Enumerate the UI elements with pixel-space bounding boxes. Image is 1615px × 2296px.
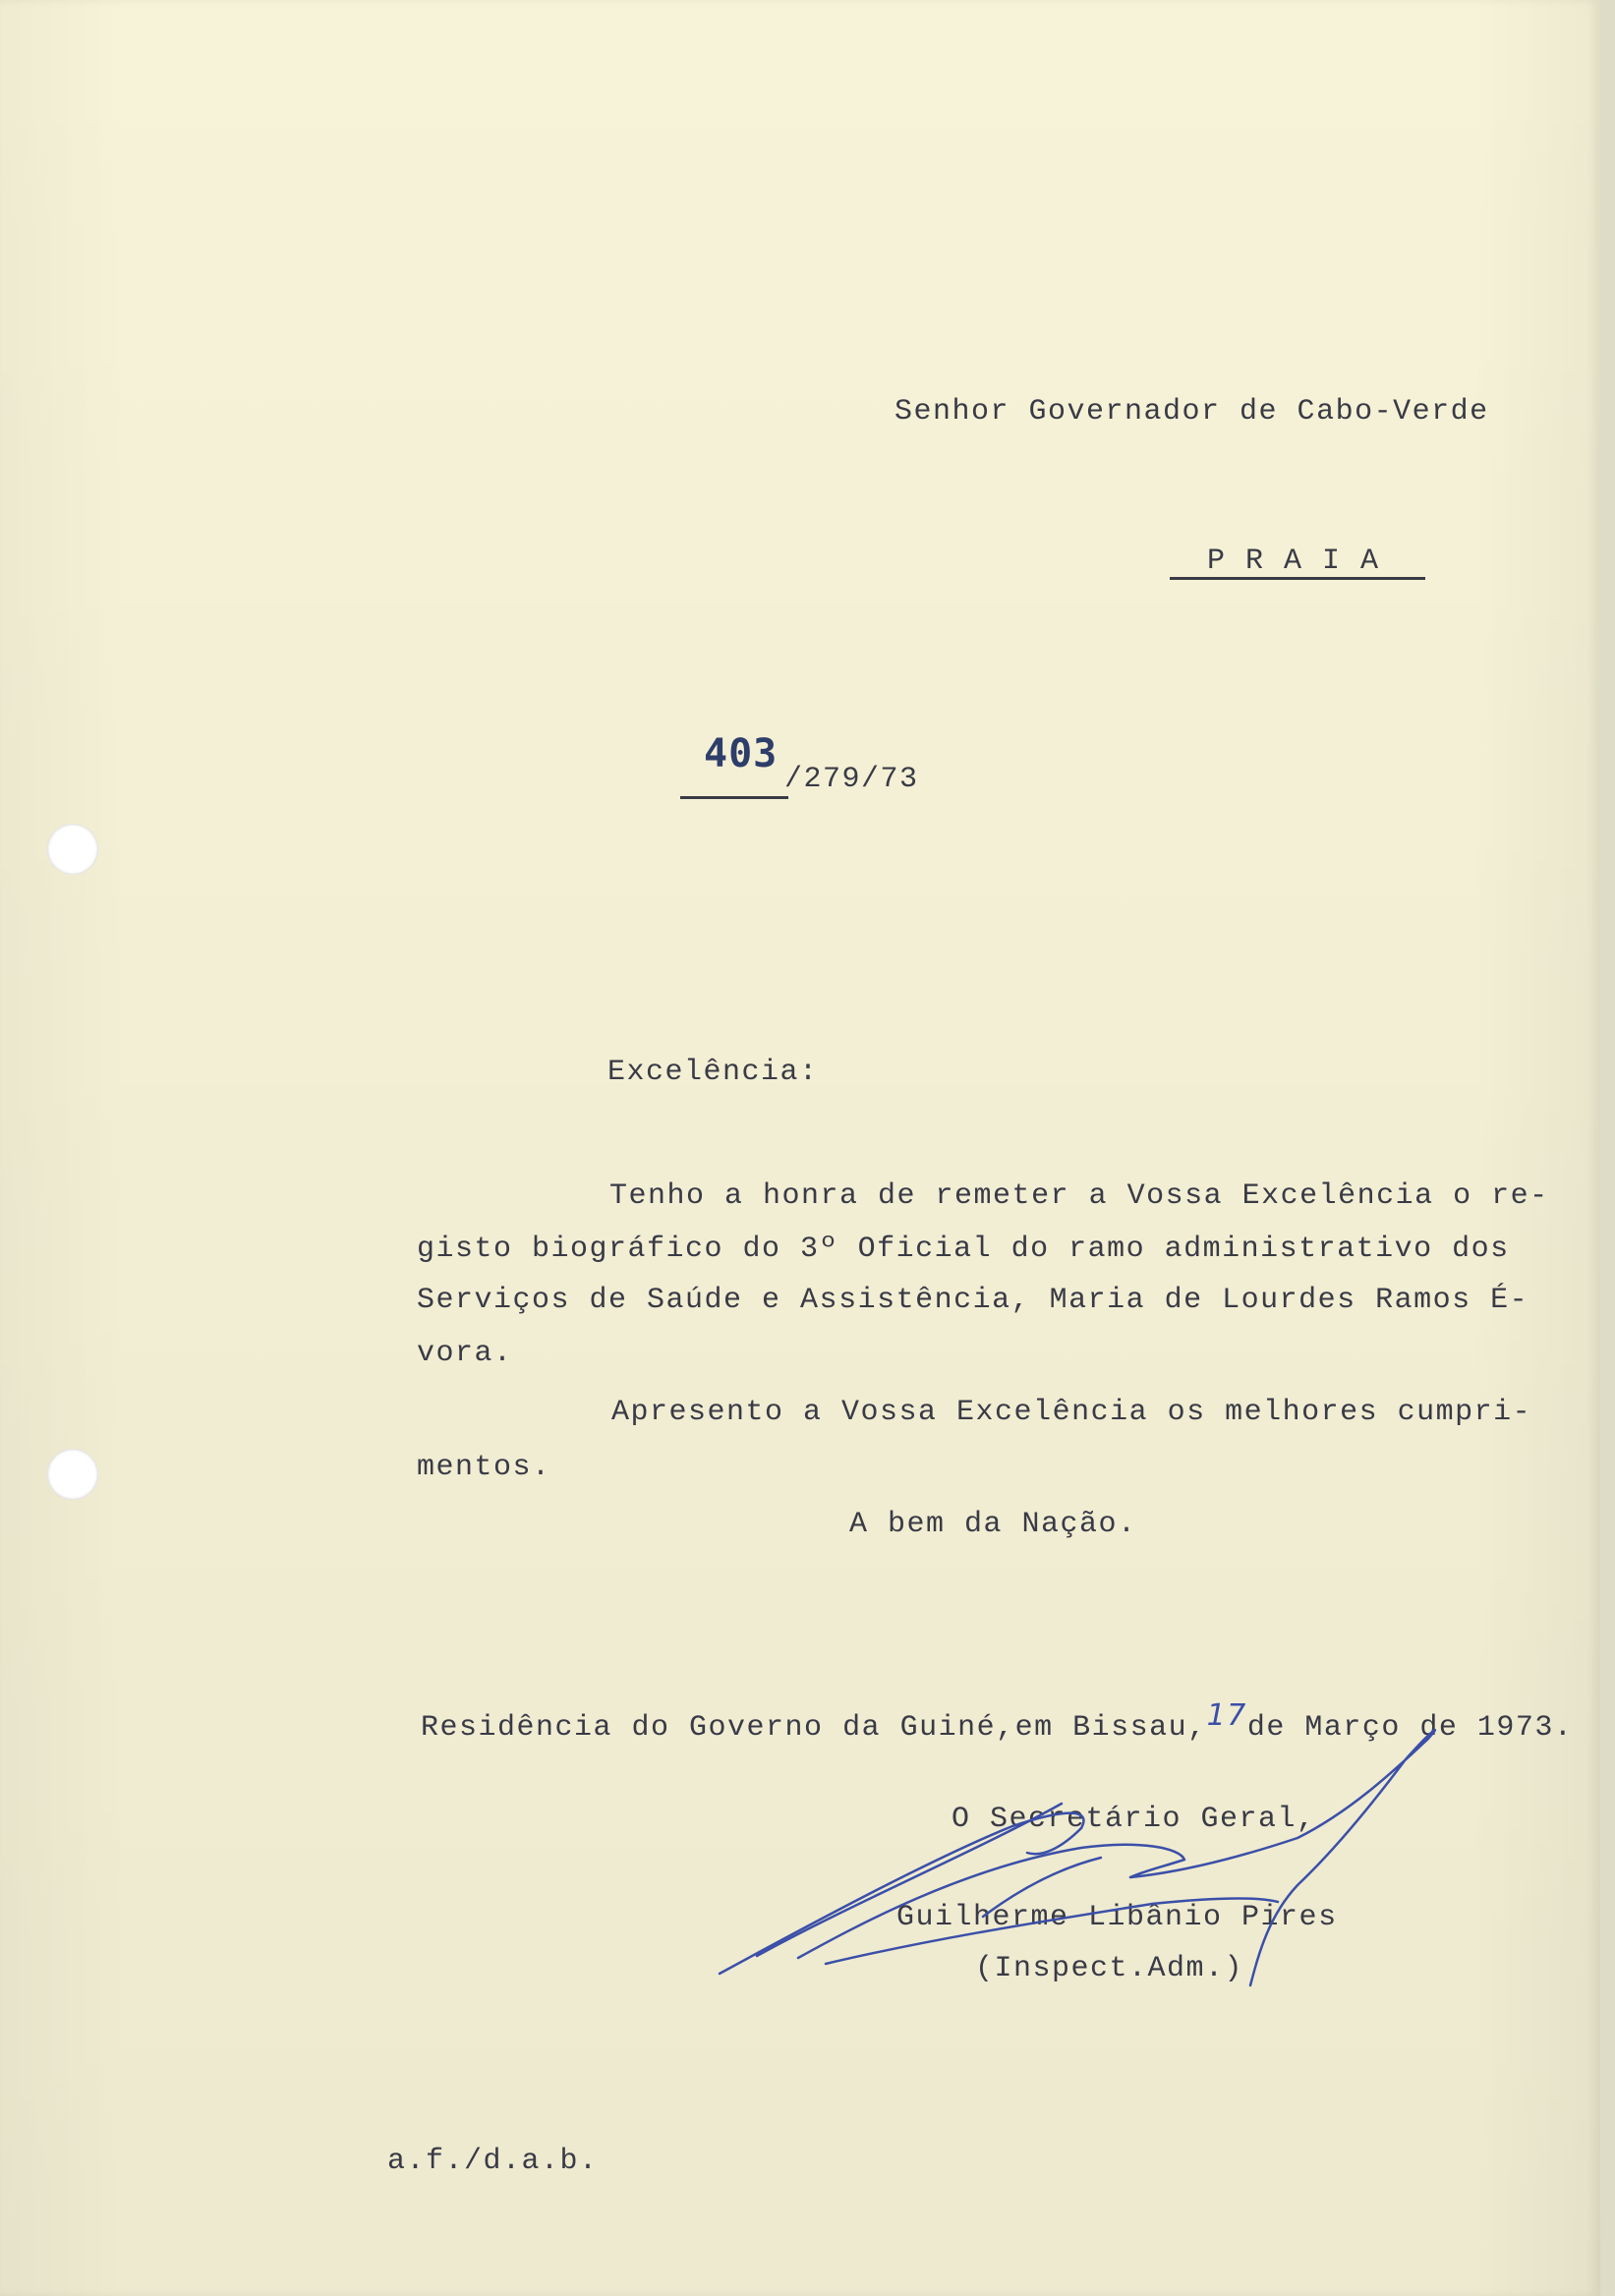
body-line-4: vora. — [417, 1337, 513, 1370]
reference-stamp-number: 403 — [704, 731, 779, 776]
place-date-before: Residência do Governo da Guiné,em Bissau, — [421, 1711, 1207, 1745]
signatory-name: Guilherme Libânio Pires — [896, 1901, 1338, 1934]
destination: P R A I A — [1207, 545, 1380, 578]
closing-formula: A bem da Nação. — [849, 1508, 1137, 1541]
body-line-3: Serviços de Saúde e Assistência, Maria de Lourdes Ramos É- — [417, 1284, 1529, 1317]
reference-suffix: /279/73 — [784, 763, 919, 796]
body-line-6: mentos. — [417, 1451, 551, 1484]
salutation: Excelência: — [607, 1056, 819, 1089]
addressee: Senhor Governador de Cabo-Verde — [894, 395, 1489, 429]
signatory-role: (Inspect.Adm.) — [975, 1952, 1244, 1985]
place-date-after: de Março de 1973. — [1246, 1711, 1574, 1745]
body-line-1: Tenho a honra de remeter a Vossa Excelência o re- — [609, 1179, 1549, 1213]
signatory-title: O Secretário Geral, — [952, 1803, 1316, 1836]
body-line-5: Apresento a Vossa Excelência os melhores cumpri- — [611, 1396, 1532, 1429]
handwritten-day: 17 — [1206, 1698, 1247, 1733]
typist-initials: a.f./d.a.b. — [387, 2145, 599, 2178]
body-line-2: gisto biográfico do 3º Oficial do ramo administrativo dos — [417, 1233, 1510, 1266]
